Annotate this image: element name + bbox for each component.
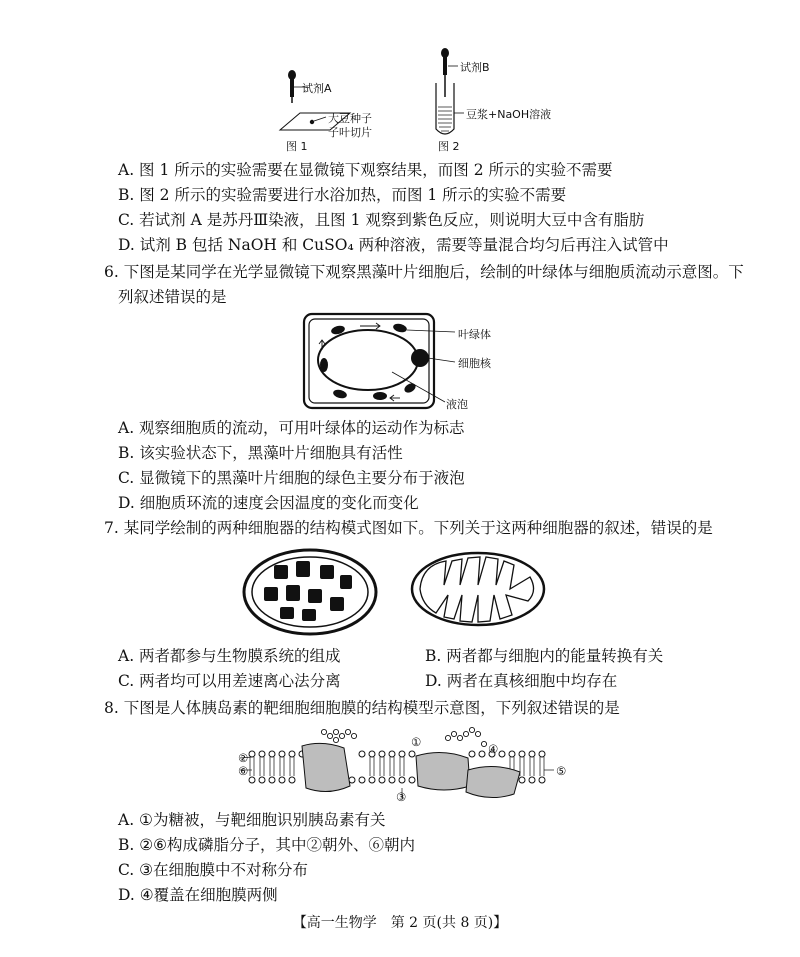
q7-stem: 7. 某同学绘制的两种细胞器的结构模式图如下。下列关于这两种细胞器的叙述，错误的是: [104, 519, 713, 537]
nucleus-label: 细胞核: [458, 357, 491, 370]
q5-option-d: D. 试剂 B 包括 NaOH 和 CuSO₄ 两种溶液，需要等量混合均匀后再注入试管中: [118, 236, 669, 254]
reagent-a-label: 试剂A: [302, 82, 332, 95]
solution-label: 豆浆+NaOH溶液: [466, 108, 552, 121]
sample-label-1: 大豆种子: [328, 112, 372, 125]
vacuole-shape: [318, 330, 418, 390]
q5-option-c: C. 若试剂 A 是苏丹Ⅲ染液，且图 1 观察到紫色反应，则说明大豆中含有脂肪: [118, 211, 645, 229]
q8-option-b: B. ②⑥构成磷脂分子，其中②朝外、⑥朝内: [118, 836, 416, 854]
label-3: ③: [396, 790, 407, 804]
q6-option-b: B. 该实验状态下，黑藻叶片细胞具有活性: [118, 444, 403, 462]
sample-label-2: 子叶切片: [328, 126, 372, 139]
label-1: ①: [411, 735, 422, 749]
glycocalyx-shape: [321, 727, 486, 746]
cristae-shape: [420, 557, 534, 622]
label-4: ④: [488, 742, 499, 756]
grana-shapes: [264, 561, 352, 621]
chloroplast-label: 叶绿体: [458, 328, 491, 341]
q6-option-a: A. 观察细胞质的流动，可用叶绿体的运动作为标志: [118, 419, 465, 437]
organelle-diagram: [240, 545, 570, 640]
label-5: ⑤: [556, 764, 567, 778]
dropper-b-icon: [441, 48, 449, 97]
figure-1-caption: 图 1: [286, 140, 308, 153]
q8-option-a: A. ①为糖被，与靶细胞识别胰岛素有关: [118, 811, 386, 829]
vacuole-label: 液泡: [446, 398, 468, 411]
q6-stem-line1: 6. 下图是某同学在光学显微镜下观察黑藻叶片细胞后，绘制的叶绿体与细胞质流动示意图。下: [104, 263, 744, 281]
q8-option-d: D. ④覆盖在细胞膜两侧: [118, 886, 278, 904]
q6-option-d: D. 细胞质环流的速度会因温度的变化而变化: [118, 494, 419, 512]
q7-option-c: C. 两者均可以用差速离心法分离: [118, 672, 341, 690]
q6-option-c: C. 显微镜下的黑藻叶片细胞的绿色主要分布于液泡: [118, 469, 465, 487]
q8-option-c: C. ③在细胞膜中不对称分布: [118, 861, 309, 879]
label-6: ⑥: [238, 764, 249, 778]
label-2: ②: [238, 751, 249, 765]
page-footer: 【高一生物学 第 2 页(共 8 页)】: [292, 915, 508, 931]
q8-stem: 8. 下图是人体胰岛素的靶细胞细胞膜的结构模型示意图，下列叙述错误的是: [104, 699, 620, 717]
protein-shape-1: [302, 743, 350, 791]
q7-option-a: A. 两者都参与生物膜系统的组成: [118, 647, 341, 665]
q7-option-b: B. 两者都与细胞内的能量转换有关: [425, 647, 664, 665]
protein-shape-2: [416, 752, 470, 790]
protein-shape-3: [466, 766, 520, 797]
q5-option-b: B. 图 2 所示的实验需要进行水浴加热，而图 1 所示的实验不需要: [118, 186, 567, 204]
figure-2-caption: 图 2: [438, 140, 460, 153]
q7-option-d: D. 两者在真核细胞中均存在: [425, 672, 618, 690]
q6-stem-line2: 列叙述错误的是: [118, 288, 227, 306]
reagent-b-label: 试剂B: [460, 61, 490, 74]
dropper-a-icon: [288, 70, 296, 103]
nucleus-shape: [411, 349, 429, 367]
q5-option-a: A. 图 1 所示的实验需要在显微镜下观察结果，而图 2 所示的实验不需要: [118, 161, 613, 179]
